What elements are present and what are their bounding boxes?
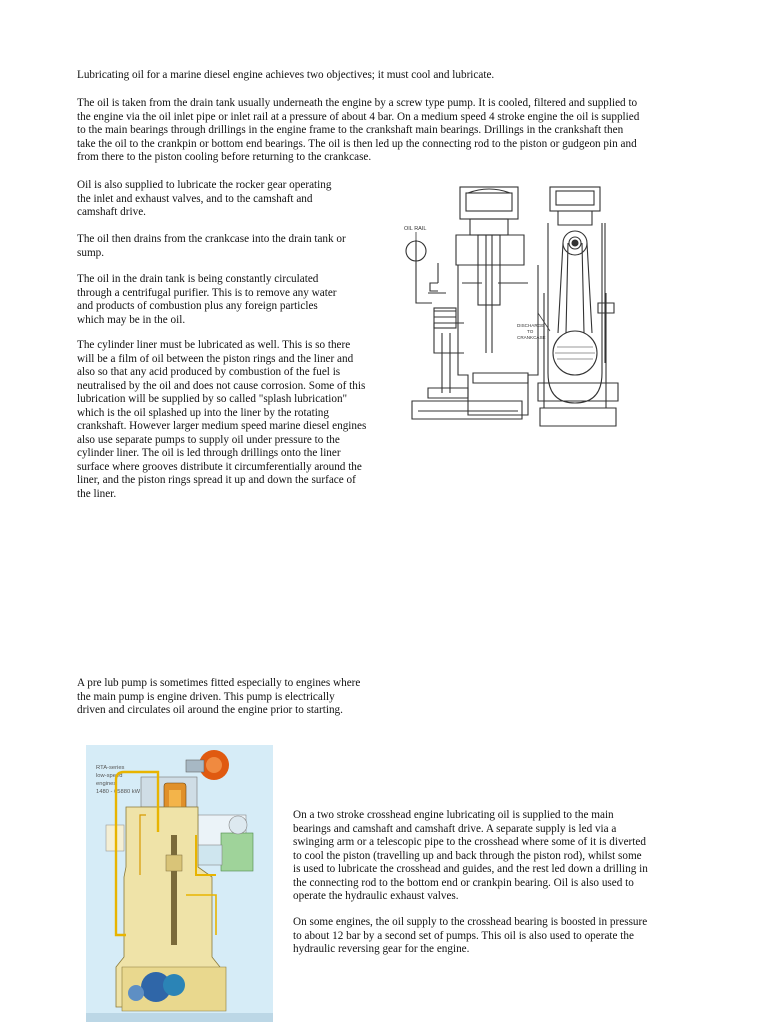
intro-paragraph: Lubricating oil for a marine diesel engine achieves two objectives; it must cool and lubricate. [77,69,495,81]
caption-line-1: RTA-series [96,765,125,771]
discharge-label-1: DISCHARGE [517,323,545,328]
discharge-label-3: CRANKCASE [517,335,546,340]
engine-lubrication-diagram [398,183,646,433]
oil-supply-paragraph: The oil is taken from the drain tank usually underneath the engine by a screw type pump. It is cooled, filtered and supplied to the engine via the oil inlet pipe or inlet rail at a pressure of about 4 bar. On a medium speed 4 stroke engine the oil is supplied to the main bearings through drillings in the engine frame to the crankshaft main bearings. Drillings in the crankshaft then take the oil to the crankpin or bottom end bearings. The oil is then led up the connecting rod to the piston or gudgeon pin and from there to the piston cooling before returning to the crankcase. [77,97,640,163]
oil-rail-label: OIL RAIL [404,226,427,232]
crosshead-boost-paragraph: On some engines, the oil supply to the crosshead bearing is boosted in pressure to about 12 bar by a second set of pumps. This oil is also used to operate the hydraulic reversing gear for the engine. [293,916,648,955]
engine-cross-section-left [412,187,538,419]
caption-line-3: engines [96,781,117,787]
two-stroke-engine-illustration [86,745,273,1022]
drain-tank-paragraph: The oil then drains from the crankcase into the drain tank or sump. [77,233,346,259]
purifier-paragraph: The oil in the drain tank is being constantly circulated through a centrifugal purifier. This is to remove any water and products of combustion plus any foreign particles which may be in the oil. [77,273,337,326]
caption-line-2: low-speed [96,773,123,779]
engine-cross-section-right [538,187,618,426]
rocker-gear-paragraph: Oil is also supplied to lubricate the rocker gear operating the inlet and exhaust valves, and to the camshaft and camshaft drive. [77,179,332,218]
caption-line-4: 1480 - 65880 kW [96,789,141,795]
two-stroke-paragraph: On a two stroke crosshead engine lubricating oil is supplied to the main bearings and camshaft and camshaft drive. A separate supply is led via a swinging arm or a telescopic pipe to the crosshead where some of it is diverted to cool the piston (travelling up and back through the piston rod), whilst some is used to lubricate the crosshead and guides, and the rest led down a drilling in the connecting rod to the bottom end or crankpin bearing. Oil is also used to operate the hydraulic exhaust valves. [293,809,648,902]
pre-lub-pump-paragraph: A pre lub pump is sometimes fitted especially to engines where the main pump is engine driven. This pump is electrically driven and circulates oil around the engine prior to starting. [77,677,361,716]
cylinder-liner-paragraph: The cylinder liner must be lubricated as well. This is so there will be a film of oil between the piston rings and the liner and also so that any acid produced by combustion of the fuel is neutralised by the oil and does not cause corrosion. Some of this lubrication will be supplied by so called "splash lubrication" which is the oil splashed up into the liner by the rotating crankshaft. However larger medium speed marine diesel engines also use separate pumps to supply oil under pressure to the cylinder liner. The oil is led through drillings onto the liner surface where grooves distribute it circumferentially around the liner, and the piston rings spread it up and down the surface of the liner. [77,339,367,500]
discharge-label-2: TO [527,329,534,334]
